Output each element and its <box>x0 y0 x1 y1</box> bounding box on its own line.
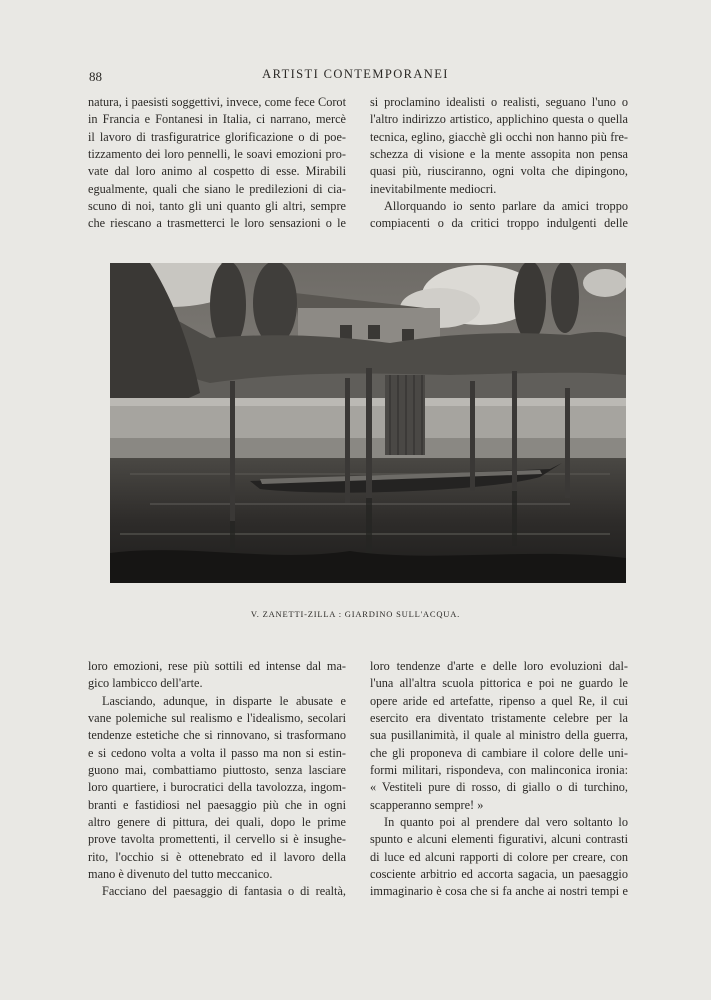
text-line: altro genere di pittura, dei quali, dopo le prime <box>88 815 346 830</box>
text-line: tizzamento dei loro pennelli, le soavi emozioni pro- <box>88 147 346 162</box>
paragraph <box>370 814 628 901</box>
text-line: compiacenti o da critici troppo indulgenti delle <box>370 216 628 231</box>
text-line: e si cedono volta a volta il passo ma non si estin- <box>88 745 346 760</box>
text-line: in Francia e Fontanesi in Italia, ci narrano, mercè <box>88 112 346 127</box>
text-line: scuno di noi, tanto gli uni quanto gli altri, sempre <box>88 199 346 214</box>
text-line: il lavoro di trasfiguratrice glorificazione o di poe- <box>88 129 346 144</box>
text-line: si proclamino idealisti o realisti, seguano l'uno o <box>370 95 628 109</box>
text-line: rito, l'occhio si è ottenebrato ed il lavoro della <box>88 849 346 864</box>
text-line: loro tendenze d'arte e delle loro evoluzioni dal- <box>370 659 628 673</box>
text-line: guono mai, combattiamo piuttosto, senza lasciare <box>88 763 346 778</box>
text-line: Lasciando, adunque, in disparte le abusate e <box>102 693 346 708</box>
text-line: esercito era diventato tristamente celebre per la <box>370 711 628 726</box>
column-top-right <box>370 94 628 233</box>
text-line: cosciente arbitrio ed accorta sagacia, un paesaggio <box>370 867 628 882</box>
text-line: l'altro indirizzo artistico, applichino questa o quella <box>370 112 628 127</box>
paragraph <box>88 658 346 693</box>
text-line: egualmente, quali che siano le predilezioni di cia- <box>88 181 346 196</box>
column-bottom-right <box>370 658 628 901</box>
paragraph <box>88 883 346 900</box>
text-line: branti e fastidiosi nel paesaggio più che in ogni <box>88 797 346 812</box>
painting-illustration <box>110 263 626 583</box>
text-line: scapperanno sempre! » <box>370 797 484 812</box>
text-line: vane polemiche sul realismo e l'idealismo, secolari <box>88 711 346 726</box>
text-line: « Vestiteli pure di rosso, di giallo o di turchino, <box>370 780 628 795</box>
text-line: immaginario è cosa che si fa anche ai nostri tempi e <box>370 884 628 899</box>
text-line: opere aride ed artefatte, ripenso a quel Re, il cui <box>370 693 628 708</box>
text-line: che riescano a trasmetterci le loro sensazioni o le <box>88 216 346 231</box>
text-line: spunto e alcuni elementi figurativi, alcuni contrasti <box>370 832 628 847</box>
column-top-left <box>88 94 346 233</box>
text-line: inevitabilmente mediocri. <box>370 181 497 196</box>
text-line: prove tavolta promettenti, il cervello si è insughe- <box>88 832 346 847</box>
text-line: mano è divenuto del tutto meccanico. <box>88 867 273 882</box>
text-line: l'una all'altra scuola pittorica e poi ne guardo le <box>370 676 628 691</box>
text-line: sua pusillanimità, il quale al ministro della guerra, <box>370 728 628 743</box>
text-line: Facciano del paesaggio di fantasia o di realtà, <box>102 884 346 899</box>
text-line: tecnica, eglino, giacchè gli occhi non hanno più fre- <box>370 129 628 144</box>
text-line: loro quartiere, i burocratici della tavolozza, ingom- <box>88 780 346 795</box>
text-line: gico lambicco dell'arte. <box>88 676 203 691</box>
page-number: 88 <box>89 69 102 84</box>
text-line: quasi più, riusciranno, ogni volta che dipingono, <box>370 164 628 179</box>
text-line: tendenze estetiche che si rinnovano, si trasformano <box>88 728 346 743</box>
text-line: formi militari, rispondeva, con malinconica ironia: <box>370 763 628 778</box>
paragraph <box>88 693 346 884</box>
paragraph <box>370 198 628 233</box>
running-title: ARTISTI CONTEMPORANEI <box>262 67 449 81</box>
paragraph <box>370 94 628 198</box>
text-line: In quanto poi al prendere dal vero soltanto lo <box>384 815 628 830</box>
paragraph <box>88 94 346 233</box>
text-line: loro emozioni, rese più sottili ed intense dal ma- <box>88 659 346 673</box>
text-line: vate dal loro animo al cospetto di esse. Mirabili <box>88 164 346 179</box>
figure-caption: V. ZANETTI-ZILLA : GIARDINO SULL'ACQUA. <box>250 609 461 619</box>
text-line: schezza di visione e la mente assopita non pensa <box>370 147 628 162</box>
text-line: natura, i paesisti soggettivi, invece, come fece Corot <box>88 95 346 109</box>
text-line: Allorquando io sento parlare da amici troppo <box>384 199 628 214</box>
paragraph <box>370 658 628 814</box>
column-bottom-left <box>88 658 346 901</box>
text-line: di luce ed alcuni rapporti di colore per creare, con <box>370 849 628 864</box>
text-line: che gli proponeva di cambiare il colore delle uni- <box>370 745 628 760</box>
